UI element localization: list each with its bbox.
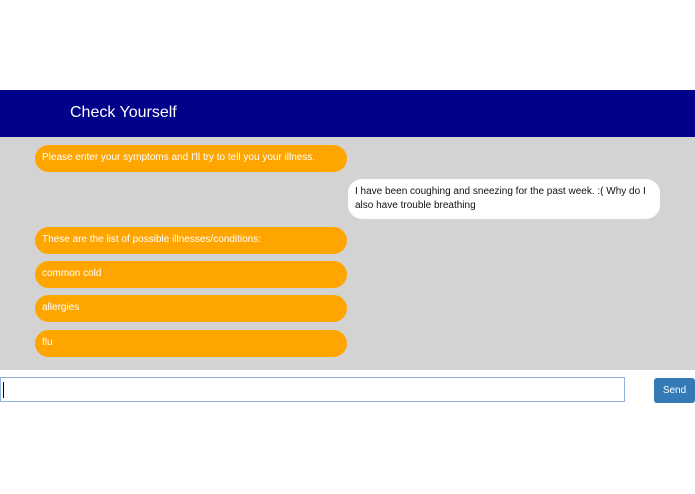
chat-window[interactable] (0, 137, 695, 370)
app-header (0, 90, 695, 137)
bot-message: allergies (35, 295, 347, 322)
bot-message: Please enter your symptoms and I'll try to tell you your illness. (35, 145, 347, 172)
app-title: Check Yourself (70, 104, 177, 121)
bot-message: common cold (35, 261, 347, 288)
text-caret (3, 382, 4, 398)
message-input[interactable] (0, 377, 625, 402)
bot-message: These are the list of possible illnesses/conditions: (35, 227, 347, 254)
bot-message: flu (35, 330, 347, 357)
user-message: I have been coughing and sneezing for the past week. :( Why do I also have trouble breathing (348, 179, 660, 219)
composer (0, 377, 695, 404)
send-button[interactable]: Send (654, 378, 695, 403)
